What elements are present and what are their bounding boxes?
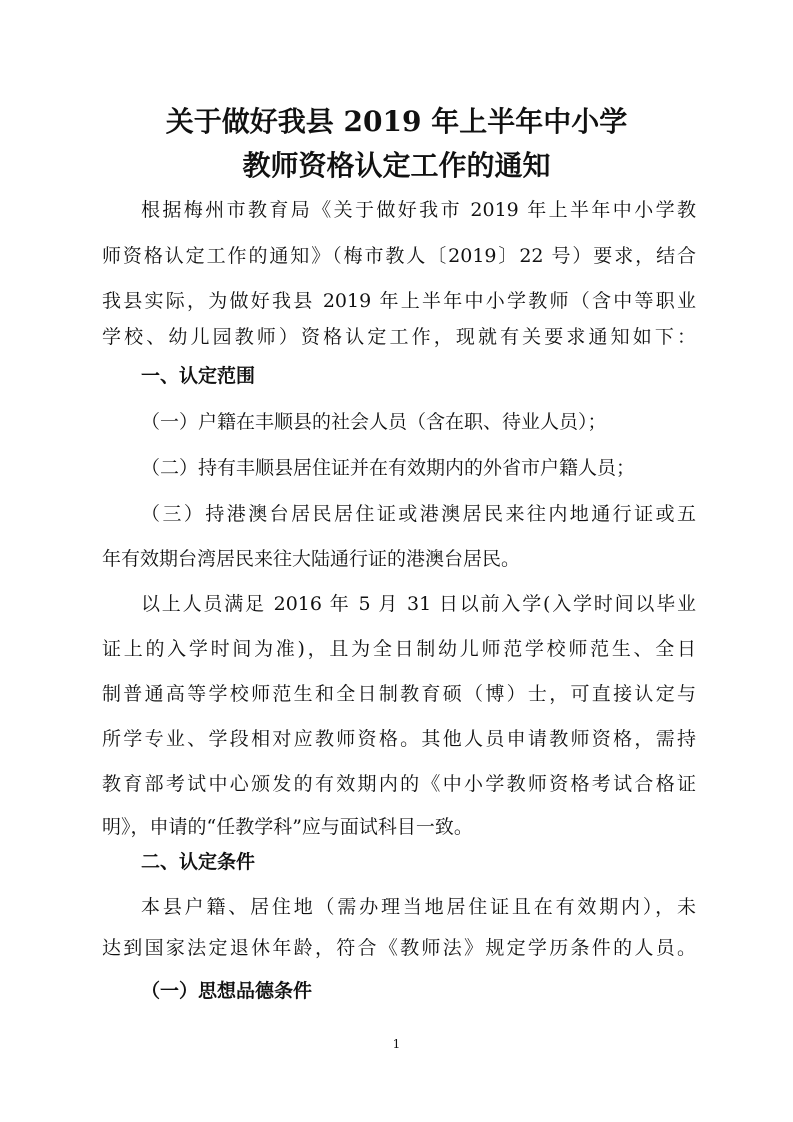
paragraph-line: 达到国家法定退休年龄，符合《教师法》规定学历条件的人员。 — [102, 937, 696, 959]
paragraph-line: 证上的入学时间为准)，且为全日制幼儿师范学校师范生、全日 — [102, 638, 696, 660]
subsection-heading-moral: （一）思想品德条件 — [141, 980, 313, 1002]
section-heading-scope: 一、认定范围 — [141, 365, 256, 387]
page-number: 1 — [392, 1037, 401, 1051]
intro-line: 我县实际，为做好我县 2019 年上半年中小学教师（含中等职业 — [102, 290, 696, 312]
intro-line: 根据梅州市教育局《关于做好我市 2019 年上半年中小学教 — [141, 199, 696, 221]
scope-item: 年有效期台湾居民来往大陆通行证的港澳台居民。 — [102, 548, 521, 570]
paragraph-line: 本县户籍、居住地（需办理当地居住证且在有效期内），未 — [141, 896, 696, 918]
intro-line: 学校、幼儿园教师）资格认定工作，现就有关要求通知如下： — [102, 326, 696, 348]
paragraph-line: 以上人员满足 2016 年 5 月 31 日以前入学(入学时间以毕业 — [141, 593, 696, 615]
paragraph-line: 制普通高等学校师范生和全日制教育硕（博）士，可直接认定与 — [102, 683, 696, 705]
paragraph-line: 教育部考试中心颁发的有效期内的《中小学教师资格考试合格证 — [102, 773, 696, 795]
document-title-line-1: 关于做好我县 2019 年上半年中小学 — [165, 105, 628, 138]
paragraph-line: 明》，申请的“任教学科”应与面试科目一致。 — [102, 816, 473, 838]
scope-item: （三）持港澳台居民居住证或港澳居民来往内地通行证或五 — [141, 503, 696, 525]
paragraph-line: 所学专业、学段相对应教师资格。其他人员申请教师资格，需持 — [102, 728, 696, 750]
scope-item: （二）持有丰顺县居住证并在有效期内的外省市户籍人员； — [141, 457, 636, 479]
document-title-line-2: 教师资格认定工作的通知 — [242, 149, 551, 182]
section-heading-conditions: 二、认定条件 — [141, 851, 256, 873]
scope-item: （一）户籍在丰顺县的社会人员（含在职、待业人员）； — [141, 411, 607, 433]
intro-line: 师资格认定工作的通知》（梅市教人〔2019〕22 号）要求，结合 — [102, 245, 696, 267]
